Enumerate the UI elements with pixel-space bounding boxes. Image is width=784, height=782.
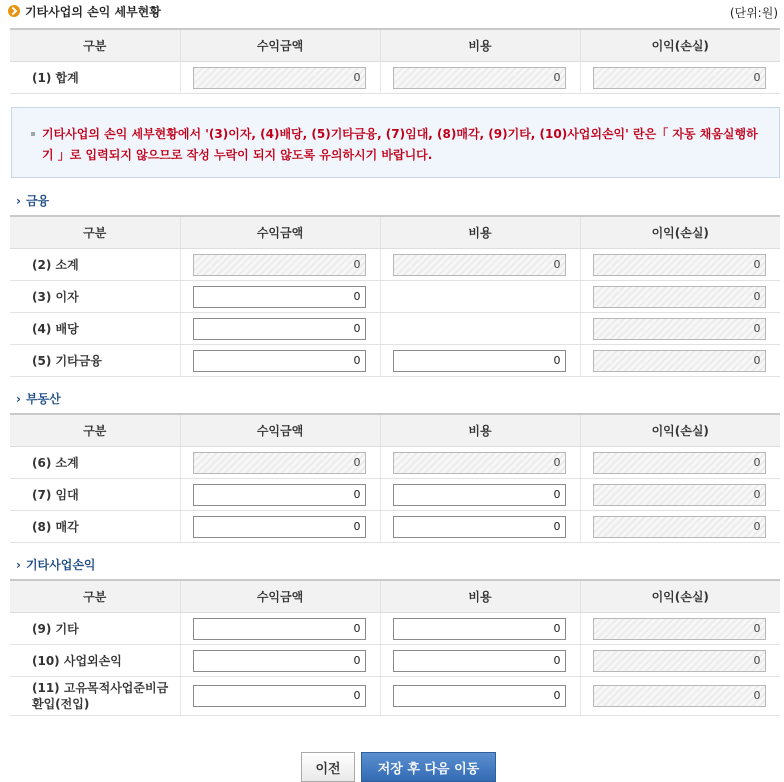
table-row (10, 313, 780, 345)
total-cost-field: 0 (393, 67, 566, 89)
row-label: (3) 이자 (10, 281, 180, 313)
chevron-right-icon: › (16, 194, 21, 208)
row-label: (2) 소계 (10, 249, 180, 281)
total-table (10, 28, 780, 94)
prev-button[interactable]: 이전 (301, 752, 355, 782)
rent-profit-field: 0 (593, 484, 766, 506)
col-header-profit: 이익(손실) (580, 414, 780, 447)
chevron-right-icon: › (16, 558, 21, 572)
col-header-cost: 비용 (380, 580, 580, 613)
other-table (10, 579, 780, 716)
sale-revenue-input[interactable]: 0 (193, 516, 366, 538)
reserve-revenue-input[interactable]: 0 (193, 685, 366, 707)
row-label: (10) 사업외손익 (10, 645, 180, 677)
reserve-cost-input[interactable]: 0 (393, 685, 566, 707)
row-label: (5) 기타금융 (10, 345, 180, 377)
total-revenue-field: 0 (193, 67, 366, 89)
col-header-revenue: 수익금액 (180, 216, 380, 249)
nonbusiness-profit-field: 0 (593, 650, 766, 672)
row-label: (4) 배당 (10, 313, 180, 345)
section-title-finance (16, 192, 49, 209)
sale-profit-field: 0 (593, 516, 766, 538)
empty-cell (380, 281, 580, 313)
row-label: (7) 임대 (10, 479, 180, 511)
empty-cell (380, 313, 580, 345)
col-header-cost: 비용 (380, 29, 580, 62)
realestate-table (10, 413, 780, 543)
col-header-profit: 이익(손실) (580, 580, 780, 613)
finance-subtotal-cost-field: 0 (393, 254, 566, 276)
reserve-profit-field: 0 (593, 685, 766, 707)
table-row (10, 613, 780, 645)
table-row (10, 345, 780, 377)
page-title-text: 기타사업의 손익 세부현황 (25, 4, 161, 19)
table-row (10, 62, 780, 94)
notice-box (11, 107, 780, 178)
dividend-profit-field: 0 (593, 318, 766, 340)
row-label: (1) 합계 (10, 62, 180, 94)
finance-table (10, 215, 780, 377)
square-bullet-icon (31, 132, 35, 136)
finance-subtotal-revenue-field: 0 (193, 254, 366, 276)
col-header-cost: 비용 (380, 414, 580, 447)
table-row (10, 677, 780, 716)
col-header-category: 구분 (10, 216, 180, 249)
nonbusiness-cost-input[interactable]: 0 (393, 650, 566, 672)
dividend-revenue-input[interactable]: 0 (193, 318, 366, 340)
sale-cost-input[interactable]: 0 (393, 516, 566, 538)
section-title-other (16, 556, 96, 573)
col-header-category: 구분 (10, 29, 180, 62)
section-title-text: 금융 (25, 194, 50, 208)
table-row (10, 281, 780, 313)
table-row (10, 447, 780, 479)
table-row (10, 511, 780, 543)
unit-label: (단위:원) (729, 6, 778, 20)
table-row (10, 479, 780, 511)
col-header-revenue: 수익금액 (180, 580, 380, 613)
row-label: (8) 매각 (10, 511, 180, 543)
col-header-revenue: 수익금액 (180, 29, 380, 62)
save-next-button[interactable]: 저장 후 다음 이동 (361, 752, 496, 782)
other-finance-cost-input[interactable]: 0 (393, 350, 566, 372)
realestate-subtotal-profit-field: 0 (593, 452, 766, 474)
row-label: (11) 고유목적사업준비금환입(전입) (10, 677, 180, 716)
col-header-category: 구분 (10, 414, 180, 447)
row-label: (9) 기타 (10, 613, 180, 645)
page-title (8, 2, 161, 20)
notice-text: 기타사업의 손익 세부현황에서 '(3)이자, (4)배당, (5)기타금융, (7)임대, (8)매각, (9)기타, (10)사업외손익' 란은「 자동 채움실행하기 」로 입력되지 않으므로 작성 누락이 되지 않도록 유의하시기 바랍니다. (42, 127, 758, 162)
table-row (10, 645, 780, 677)
col-header-profit: 이익(손실) (580, 29, 780, 62)
realestate-subtotal-revenue-field: 0 (193, 452, 366, 474)
nonbusiness-revenue-input[interactable]: 0 (193, 650, 366, 672)
col-header-category: 구분 (10, 580, 180, 613)
etc-profit-field: 0 (593, 618, 766, 640)
circle-arrow-icon (8, 5, 20, 17)
interest-profit-field: 0 (593, 286, 766, 308)
col-header-revenue: 수익금액 (180, 414, 380, 447)
row-label: (6) 소계 (10, 447, 180, 479)
section-title-realestate (16, 390, 61, 407)
etc-revenue-input[interactable]: 0 (193, 618, 366, 640)
table-row (10, 249, 780, 281)
realestate-subtotal-cost-field: 0 (393, 452, 566, 474)
other-finance-profit-field: 0 (593, 350, 766, 372)
interest-revenue-input[interactable]: 0 (193, 286, 366, 308)
section-title-text: 기타사업손익 (25, 558, 96, 572)
chevron-right-icon: › (16, 392, 21, 406)
finance-subtotal-profit-field: 0 (593, 254, 766, 276)
col-header-profit: 이익(손실) (580, 216, 780, 249)
rent-revenue-input[interactable]: 0 (193, 484, 366, 506)
total-profit-field: 0 (593, 67, 766, 89)
etc-cost-input[interactable]: 0 (393, 618, 566, 640)
col-header-cost: 비용 (380, 216, 580, 249)
section-title-text: 부동산 (25, 392, 61, 406)
other-finance-revenue-input[interactable]: 0 (193, 350, 366, 372)
rent-cost-input[interactable]: 0 (393, 484, 566, 506)
